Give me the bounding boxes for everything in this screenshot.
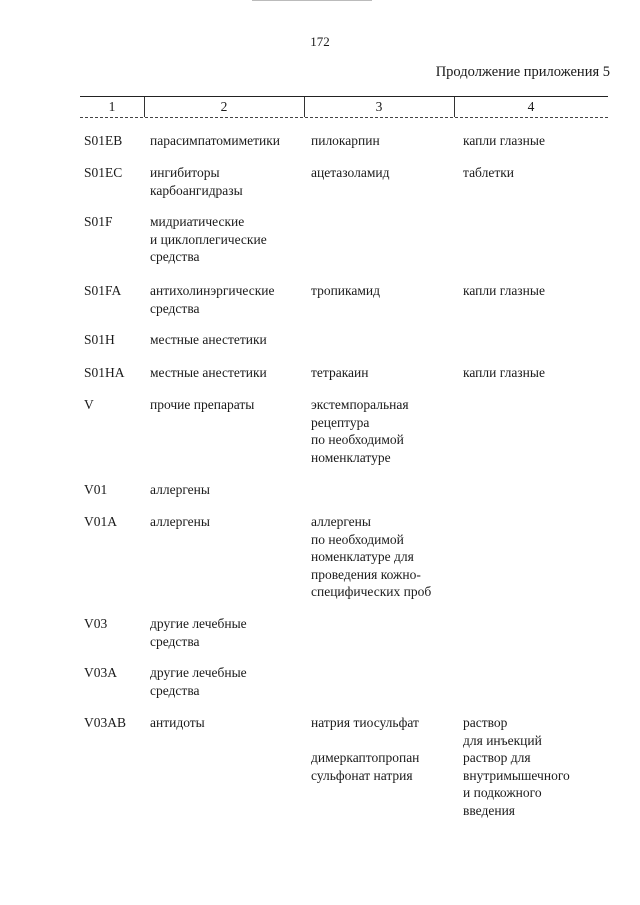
group-name: местные анестетики xyxy=(150,332,267,347)
page-number: 172 xyxy=(310,34,330,49)
dosage-form: раствор для внутримышечного и подкожного введения xyxy=(463,750,570,818)
table-header xyxy=(80,96,608,118)
atc-code: S01FA xyxy=(84,283,122,298)
group-name: прочие препараты xyxy=(150,397,255,412)
drug-name: натрия тиосульфат xyxy=(311,715,419,730)
group-name: антидоты xyxy=(150,715,205,730)
drug-name: экстемпоральная рецептура по необходимой номенклатуре xyxy=(311,397,409,465)
dosage-form: капли глазные xyxy=(463,133,545,148)
atc-code: S01EC xyxy=(84,165,123,180)
atc-code: V03 xyxy=(84,616,108,631)
drug-name: димеркаптопропан сульфонат натрия xyxy=(311,750,420,783)
group-name: парасимпатомиметики xyxy=(150,133,281,148)
group-name: аллергены xyxy=(150,482,210,497)
dosage-form: раствор для инъекций xyxy=(463,715,542,748)
group-name: местные анестетики xyxy=(150,365,267,380)
atc-code: S01EB xyxy=(84,133,123,148)
header-cell-2: 2 xyxy=(220,99,228,114)
atc-code: V01 xyxy=(84,482,108,497)
dosage-form: капли глазные xyxy=(463,283,545,298)
atc-code: S01H xyxy=(84,332,115,347)
group-name: другие лечебные средства xyxy=(150,665,247,698)
dosage-form: капли глазные xyxy=(463,365,545,380)
continuation-label: Продолжение приложения 5 xyxy=(435,64,610,80)
header-cell-1: 1 xyxy=(108,99,116,114)
drug-name: ацетазоламид xyxy=(311,165,390,180)
drug-name: пилокарпин xyxy=(311,133,380,148)
atc-code: V01A xyxy=(84,514,117,529)
group-name: ингибиторы карбоангидразы xyxy=(150,165,243,198)
atc-code: V03A xyxy=(84,665,117,680)
atc-code: S01HA xyxy=(84,365,125,380)
group-name: другие лечебные средства xyxy=(150,616,247,649)
scan-edge-mark xyxy=(252,0,372,1)
dosage-form: таблетки xyxy=(463,165,515,180)
drug-name: тетракаин xyxy=(311,365,369,380)
header-cell-4: 4 xyxy=(527,99,535,114)
atc-code: V03AB xyxy=(84,715,127,730)
drug-name: тропикамид xyxy=(311,283,380,298)
header-cell-3: 3 xyxy=(375,99,383,114)
atc-code: V xyxy=(84,397,94,412)
group-name: мидриатические и циклоплегические средства xyxy=(150,214,267,264)
group-name: аллергены xyxy=(150,514,210,529)
group-name: антихолинэргические средства xyxy=(150,283,275,316)
drug-name: аллергены по необходимой номенклатуре для проведения кожно- специфических проб xyxy=(311,514,432,599)
atc-code: S01F xyxy=(84,214,113,229)
